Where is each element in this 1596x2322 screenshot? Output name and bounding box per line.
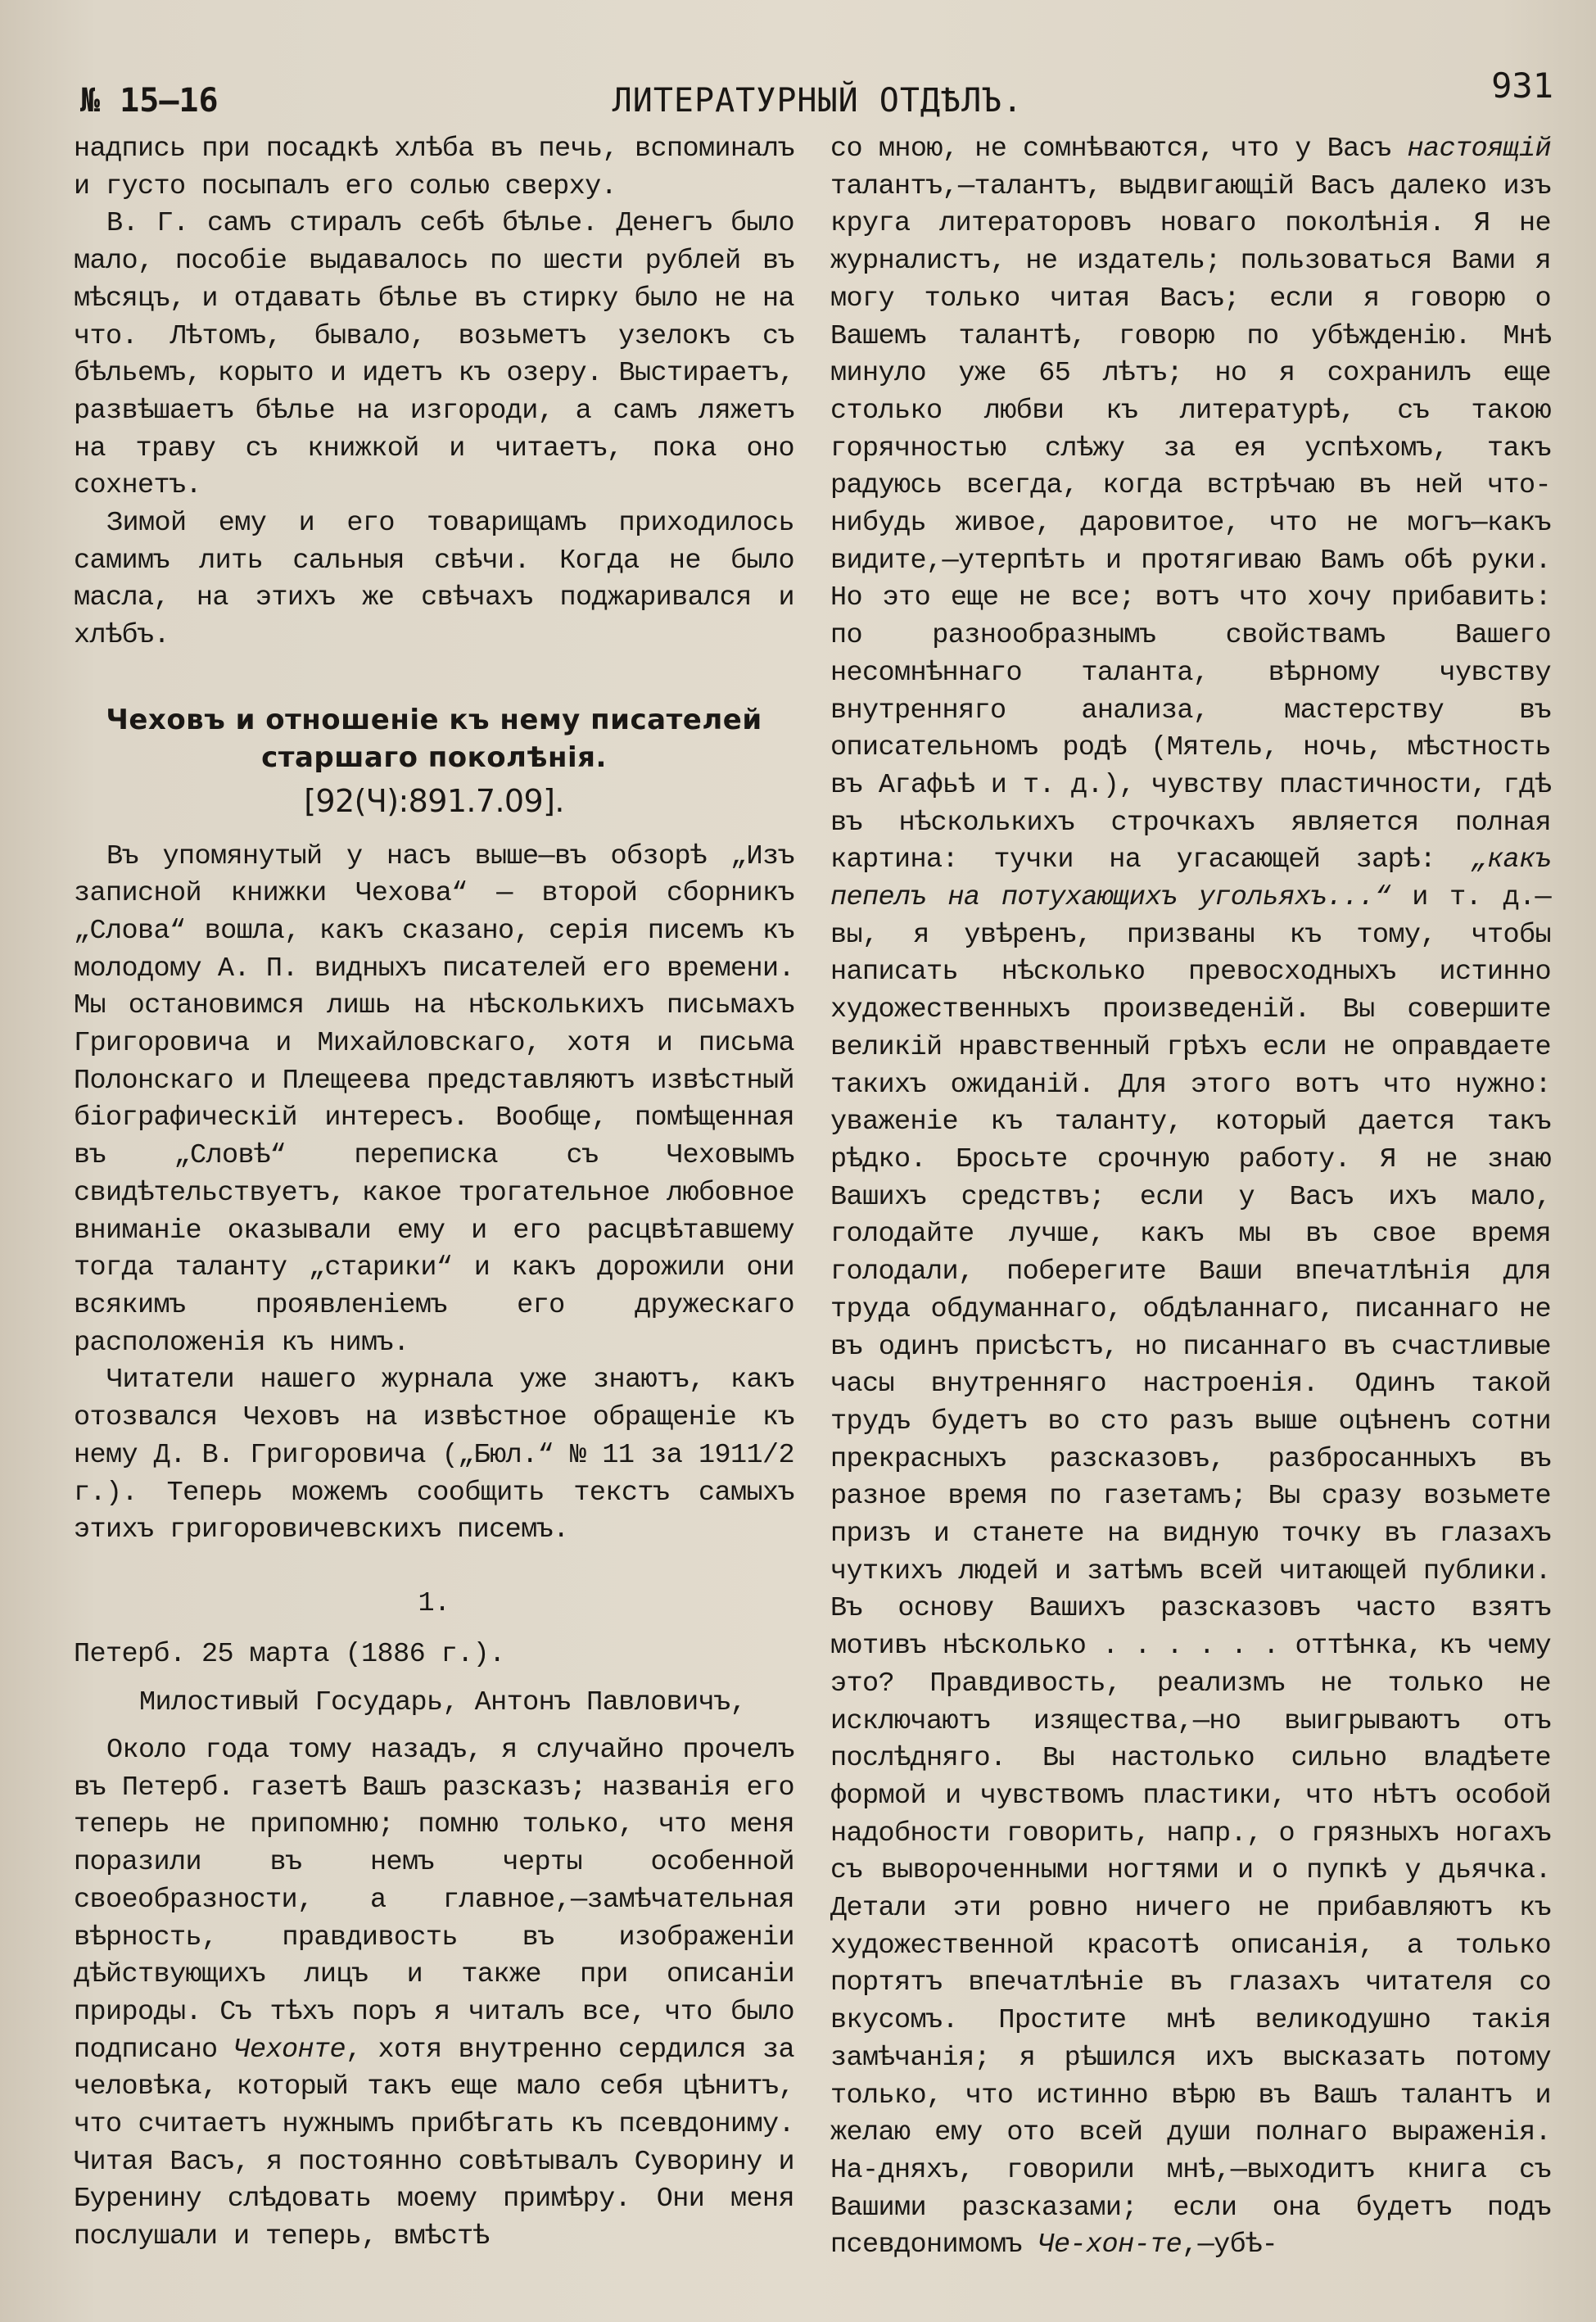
text-run: Около года тому назадъ, я случайно прочелъ въ Петерб. газетѣ Вашъ разсказъ; названія его теперь не припомню; помню только, что меня поразили въ немъ черты особенной своеобразности, а главное,—замѣчательная вѣрность, правдивость въ изображеніи дѣйствующихъ лицъ и также при описаніи природы. Съ тѣхъ поръ я читалъ все, что было подписано [74,1735,794,2066]
paragraph: Зимой ему и его товарищамъ приходилось самимъ лить сальныя свѣчи. Когда не было масла, на этихъ же свѣчахъ поджаривался и хлѣбъ. [74,508,794,652]
text-run: и т. д.—вы, я увѣренъ, призваны къ тому, чтобы написать нѣсколько превосходныхъ истинно художественныхъ произведеній. Вы совершите великій нравственный грѣхъ если не оправдаете такихъ ожиданій. Для этого вотъ что нужно: уваженіе къ таланту, который дается такъ рѣдко. Бросьте срочную работу. Я не знаю Вашихъ средствъ; если у Васъ ихъ мало, голодайте лучше, какъ мы въ свое время голодали, поберегите Ваши впечатлѣнія для труда обдуманнаго, обдѣланнаго, писаннаго не въ одинъ присѣстъ, но писаннаго въ счастливые часы внутренняго настроенія. Одинъ такой трудъ будетъ во сто разъ выше оцѣненъ сотни прекрасныхъ разсказовъ, разбросанныхъ въ разное время по газетамъ; Вы сразу возьмете призъ и станете на видную точку въ глазахъ чуткихъ людей и затѣмъ всей читающей публики. Въ основу Вашихъ разсказовъ часто взятъ мотивъ нѣсколько . . . . . . оттѣнка, къ чему это? Правдивость, реализмъ не только не исключаютъ изящества,—но выигрываютъ отъ послѣдняго. Вы настолько сильно владѣете формой и чувствомъ пластики, что нѣтъ особой надобности говорить, напр., о грязныхъ ногахъ съ вывороченными ногтями и о пупкѣ у дьячка. Детали эти ровно ничего не прибавляютъ къ художественной красотѣ описанія, а только портятъ впечатлѣніе въ глазахъ читателя со вкусомъ. Простите мнѣ великодушно такія замѣчанія; я рѣшился ихъ высказать потому только, что истинно вѣрю въ Вашъ талантъ и желаю ему ото всей души полнаго выраженія. На-дняхъ, говорили мнѣ,—выходитъ книга съ Вашими разсказами; если она будетъ подъ псевдонимомъ [830,882,1551,2261]
emphasis-italic: настоящій [1407,134,1551,165]
running-header [74,57,1562,123]
text-run: со мною, не сомнѣваются, что у Васъ [830,134,1408,165]
quote-italic: „какъ пепелъ на потухающихъ угольяхъ...“ [830,844,1551,914]
text-columns [74,131,1562,2265]
page-number: 931 [1491,66,1553,106]
letter-paragraph [830,131,1551,2265]
pseudonym-italic: Че-хон-те [1038,2229,1182,2261]
letter-dateline: Петерб. 25 марта (1886 г.). [74,1638,505,1670]
paragraph: В. Г. самъ стиралъ себѣ бѣлье. Денегъ было мало, пособіе выдавалось по шести рублей въ мѣсяцъ, и отдавать бѣлье въ стирку было не на что. Лѣтомъ, бывало, возьметъ узелокъ съ бѣльемъ, корыто и идетъ къ озеру. Выстираетъ, развѣшаетъ бѣлье на изгороди, а самъ ляжетъ на траву съ книжкой и читаетъ, пока оно сохнетъ. [74,208,794,502]
section-heading: ЛИТЕРАТУРНЫЙ ОТДѢЛЪ. [612,82,1024,120]
text-run: талантъ,—талантъ, выдвигающій Васъ далеко изъ круга литераторовъ новаго поколѣнія. Я не журналистъ, не издатель; пользоваться Вами я могу только читая Васъ; если я говорю о Вашемъ талантѣ, говорю по убѣжденію. Мнѣ минуло уже 65 лѣтъ; но я сохранилъ еще столько любви къ литературѣ, съ такою горячностью слѣжу за ея успѣхомъ, такъ радуюсь всегда, когда встрѣчаю въ ней что-нибудь живое, даровитое, что не могъ—какъ видите,—утерпѣть и протягиваю Вамъ обѣ руки. Но это еще не все; вотъ что хочу прибавить: по разнообразнымъ свойствамъ Вашего несомнѣннаго таланта, вѣрному чувству внутренняго анализа, мастерству въ описательномъ родѣ (Мятель, ночь, мѣстность въ Агафьѣ и т. д.), чувству пластичности, гдѣ въ нѣсколькихъ строчкахъ является полная картина: тучки на угасающей зарѣ: [830,170,1551,876]
left-column [74,131,794,2265]
right-column [830,131,1551,2265]
pseudonym-italic: Чехонте [233,2034,346,2066]
article-title: Чеховъ и отношеніе къ нему писателей старшаго поколѣнія. [106,703,762,774]
udc-code: [92(Ч):891.7.09]. [304,782,564,819]
paragraph: Читатели нашего журнала уже знаютъ, какъ отозвался Чеховъ на извѣстное обращеніе къ нему Д. В. Григоровича („Бюл.“ № 11 за 1911/2 г.). Теперь можемъ сообщить текстъ самыхъ этихъ григоровичевскихъ писемъ. [74,1365,794,1546]
text-run: ,—убѣ- [1182,2229,1278,2261]
paragraph: Въ упомянутый у насъ выше—въ обзорѣ „Изъ записной книжки Чехова“ — второй сборникъ „Слова“ вошла, какъ сказано, серія писемъ къ молодому А. П. видныхъ писателей его времени. Мы остановимся лишь на нѣсколькихъ письмахъ Григоровича и Михайловскаго, хотя и письма Полонскаго и Плещеева представляютъ извѣстный біографическій интересъ. Вообще, помѣщенная въ „Словѣ“ переписка съ Чеховымъ свидѣтельствуетъ, какое трогательное любовное вниманіе оказывали ему и его расцвѣтавшему тогда таланту „старики“ и какъ дорожили они всякимъ проявленіемъ его дружескаго расположенія къ нимъ. [74,840,794,1359]
letter-salutation: Милостивый Государь, Антонъ Павловичъ, [139,1687,747,1719]
text-run: , хотя внутренно сердился за человѣка, который такъ еще мало себя цѣнитъ, что считаетъ нужнымъ прибѣгать къ псевдониму. Читая Васъ, я постоянно совѣтывалъ Суворину и Буренину слѣдовать моему примѣру. Они меня послушали и теперь, вмѣстѣ [74,2034,794,2253]
letter-paragraph [74,1732,794,2256]
paragraph: надпись при посадкѣ хлѣба въ печь, вспоминалъ и густо посыпалъ его солью сверху. [74,134,794,202]
letter-number: 1. [418,1587,450,1619]
issue-number: № 15—16 [80,82,219,120]
